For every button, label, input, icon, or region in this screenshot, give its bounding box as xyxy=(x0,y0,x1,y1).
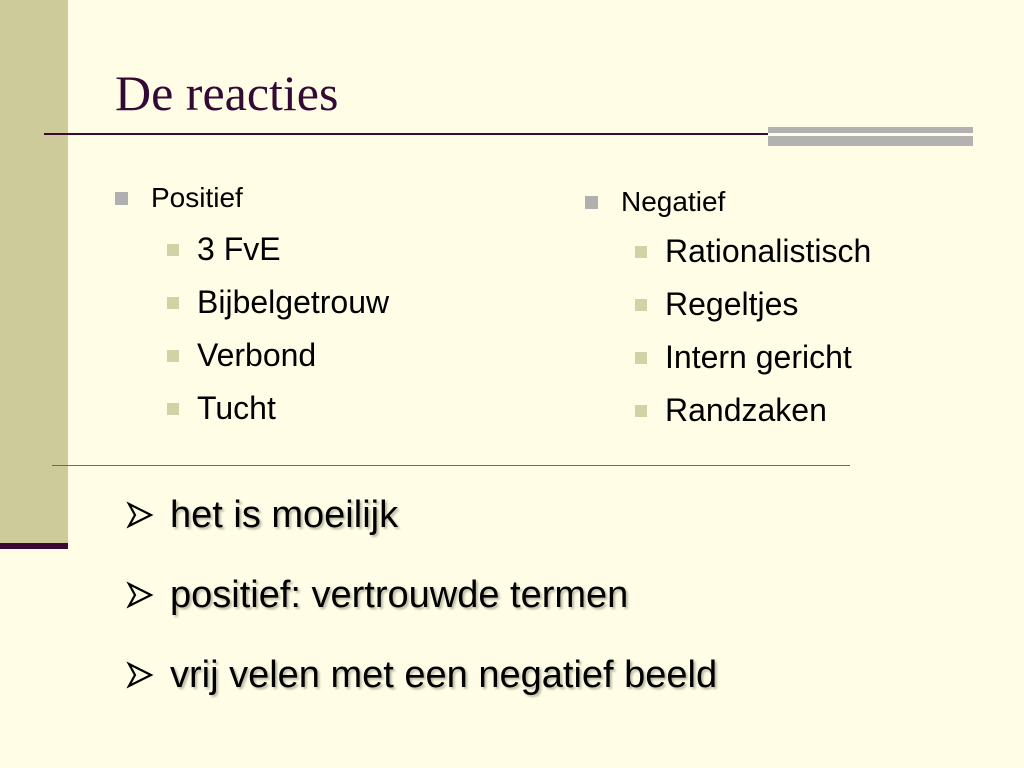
list-item xyxy=(635,233,871,270)
list-item xyxy=(167,231,389,268)
list-item-label: Verbond xyxy=(197,337,317,373)
positive-heading-label: Positief xyxy=(151,182,243,213)
conclusion-point-label: vrij velen met een negatief beeld xyxy=(170,654,718,696)
list-item-label: Rationalistisch xyxy=(665,233,872,269)
conclusion-point xyxy=(124,652,717,698)
square-bullet-icon xyxy=(115,192,128,205)
section-divider xyxy=(52,465,850,466)
list-item-label: Regeltjes xyxy=(665,286,799,322)
list-item xyxy=(167,390,389,427)
list-item-label: 3 FvE xyxy=(197,231,281,267)
square-bullet-icon xyxy=(167,297,179,309)
square-bullet-icon xyxy=(167,350,179,362)
square-bullet-icon xyxy=(167,403,179,415)
list-item-label: Randzaken xyxy=(665,392,827,428)
list-item-label: Bijbelgetrouw xyxy=(197,284,390,320)
conclusion-point xyxy=(124,572,717,618)
slide-title: De reacties xyxy=(115,65,339,121)
arrowhead-bullet-icon xyxy=(124,500,154,530)
list-item xyxy=(635,286,871,323)
negative-heading xyxy=(585,184,871,220)
conclusion-point-label: het is moeilijk xyxy=(170,494,399,536)
positive-list xyxy=(167,231,389,427)
list-item xyxy=(167,337,389,374)
negative-list xyxy=(635,233,871,429)
left-band-accent-line xyxy=(0,543,68,549)
positive-column xyxy=(115,180,389,443)
list-item xyxy=(635,339,871,376)
conclusion-point-label: positief: vertrouwde termen xyxy=(170,574,629,616)
list-item xyxy=(635,392,871,429)
title-accent-bars xyxy=(768,127,973,146)
arrowhead-bullet-icon xyxy=(124,580,154,610)
square-bullet-icon xyxy=(635,405,647,417)
square-bullet-icon xyxy=(635,352,647,364)
list-item xyxy=(167,284,389,321)
positive-heading xyxy=(115,180,389,216)
square-bullet-icon xyxy=(167,244,179,256)
conclusion-point xyxy=(124,492,717,538)
conclusion-points xyxy=(124,492,717,732)
square-bullet-icon xyxy=(635,299,647,311)
square-bullet-icon xyxy=(585,196,598,209)
arrowhead-bullet-icon xyxy=(124,660,154,690)
negative-column xyxy=(585,184,871,445)
list-item-label: Tucht xyxy=(197,390,276,426)
list-item-label: Intern gericht xyxy=(665,339,852,375)
negative-heading-label: Negatief xyxy=(621,186,726,217)
square-bullet-icon xyxy=(635,246,647,258)
